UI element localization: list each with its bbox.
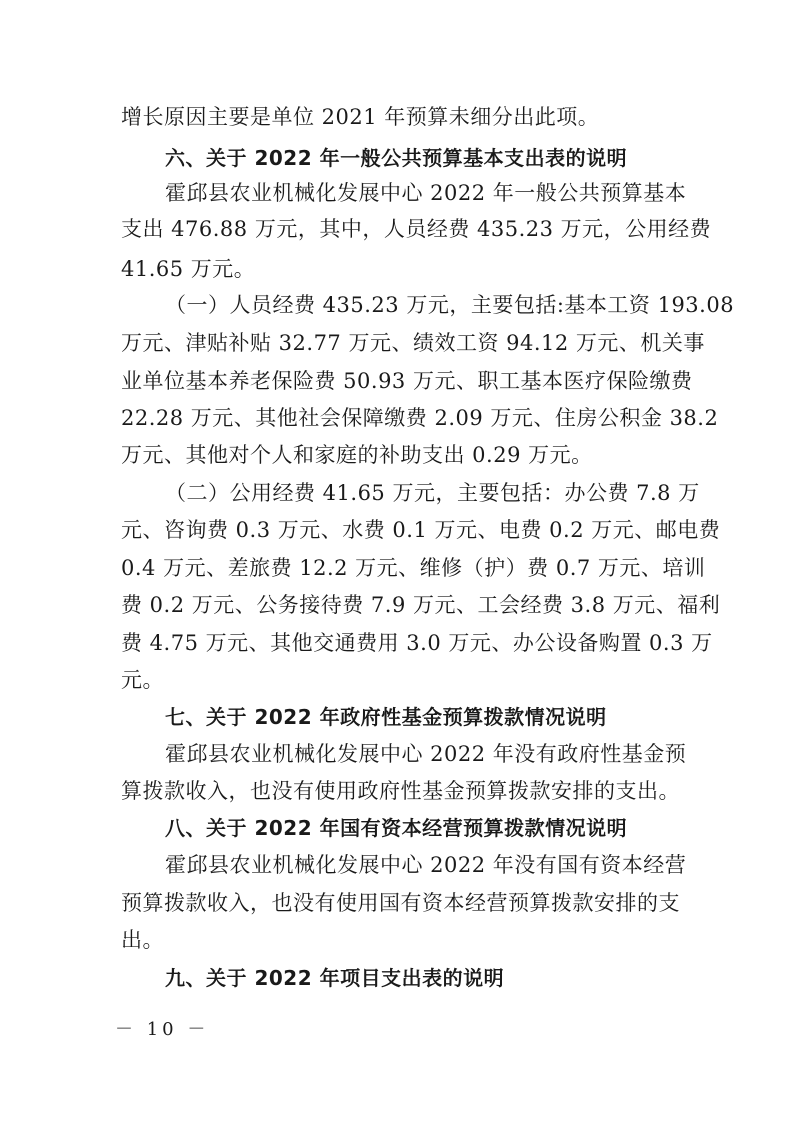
paragraph-line: 霍邱县农业机械化发展中心 2022 年没有政府性基金预	[165, 742, 687, 766]
paragraph-line: 算拨款收入，也没有使用政府性基金预算拨款安排的支出。	[121, 779, 680, 803]
section-heading-9: 九、关于 2022 年项目支出表的说明	[165, 966, 505, 990]
paragraph-line: 支出 476.88 万元，其中，人员经费 435.23 万元，公用经费	[121, 217, 712, 241]
paragraph-line: 41.65 万元。	[121, 257, 256, 281]
section-heading-6: 六、关于 2022 年一般公共预算基本支出表的说明	[165, 146, 628, 170]
section-heading-7: 七、关于 2022 年政府性基金预算拨款情况说明	[165, 705, 607, 729]
paragraph-line: 增长原因主要是单位 2021 年预算未细分出此项。	[121, 105, 600, 129]
page-number: － 10 －	[115, 1019, 210, 1040]
paragraph-line: 万元、其他对个人和家庭的补助支出 0.29 万元。	[121, 443, 593, 467]
paragraph-line: 0.4 万元、差旅费 12.2 万元、维修（护）费 0.7 万元、培训	[121, 556, 706, 580]
paragraph-line: 元。	[121, 668, 164, 692]
paragraph-line: 元、咨询费 0.3 万元、水费 0.1 万元、电费 0.2 万元、邮电费	[121, 518, 721, 542]
paragraph-line: 出。	[121, 928, 164, 952]
paragraph-line: 22.28 万元、其他社会保障缴费 2.09 万元、住房公积金 38.2	[121, 406, 719, 430]
paragraph-line: 费 0.2 万元、公务接待费 7.9 万元、工会经费 3.8 万元、福利	[121, 593, 721, 617]
paragraph-line: 霍邱县农业机械化发展中心 2022 年一般公共预算基本	[165, 181, 687, 205]
paragraph-line: 预算拨款收入，也没有使用国有资本经营预算拨款安排的支	[121, 891, 680, 915]
paragraph-line: 万元、津贴补贴 32.77 万元、绩效工资 94.12 万元、机关事	[121, 331, 705, 355]
section-heading-8: 八、关于 2022 年国有资本经营预算拨款情况说明	[165, 816, 628, 840]
paragraph-line: （二）公用经费 41.65 万元，主要包括：办公费 7.8 万	[165, 481, 700, 505]
paragraph-line: 业单位基本养老保险费 50.93 万元、职工基本医疗保险缴费	[121, 369, 693, 393]
paragraph-line: 霍邱县农业机械化发展中心 2022 年没有国有资本经营	[165, 853, 687, 877]
paragraph-line: 费 4.75 万元、其他交通费用 3.0 万元、办公设备购置 0.3 万	[121, 631, 713, 655]
paragraph-line: （一）人员经费 435.23 万元，主要包括:基本工资 193.08	[165, 293, 735, 317]
